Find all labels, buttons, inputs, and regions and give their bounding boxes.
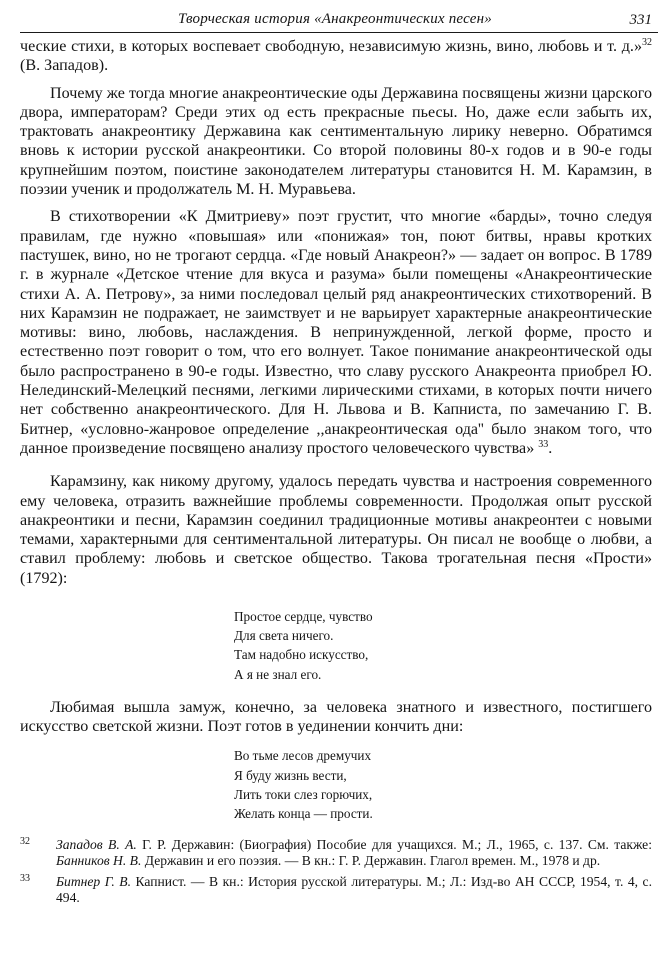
paragraph-5: Любимая вышла замуж, конечно, за человека знатного и известного, постигшего искусство светской жизни. Поэт готов в уединении кончить дни: <box>20 698 652 736</box>
paragraph-3-text: В стихотворении «К Дмитриеву» поэт грустит, что многие «барды», точно следуя правилам, где нужно «повышая» или «понижая» тон, поют битвы, нравы кротких пастушек, вино, но не трогают сердца. «Где новый Анакреон?» — задает он вопрос. В 1789 г. в журнале «Детское чтение для вкуса и разума» были помещены «Анакреонтические стихи А. А. Петрову», за ними последовал целый ряд анакреонтических стихотворений. В них Карамзин не подражает, не заимствует и не варьирует характерные анакреонтические мотивы: вино, любовь, наслаждения. В непринужденной, легкой форме, просто и естественно поэт говорит о том, что его волнует. Такое понимание анакреонтической оды было распространено в 90-е годы. Известно, что славу русского Анакреонта приобрел Ю. Нелединский-Мелецкий песнями, легкими лирическими стихами, в которых почти ничего нет собственно анакреонтического. Для Н. Львова и В. Капниста, по замечанию Г. В. Битнер, «условно-жанровое определение ,,анакреонтическая ода'' было знаком того, что данное произведение посвящено анализу простого человеческого чувства» <box>20 208 652 457</box>
footnote-author: Банников Н. В. <box>56 853 142 869</box>
footnotes <box>20 837 652 906</box>
footnote-author: Западов В. А. <box>56 837 137 853</box>
poem-line: Для света ничего. <box>234 628 334 644</box>
poem-line: Желать конца — прости. <box>234 806 373 822</box>
footnote-ref-33[interactable]: 33 <box>538 438 549 450</box>
footnote-author: Битнер Г. В. <box>56 873 132 889</box>
footnote-text: Г. Р. Державин: (Биография) Пособие для учащихся. М.; Л., 1965, с. 137. См. также: <box>136 837 652 853</box>
header-rule <box>20 32 658 33</box>
paragraph-2: Почему же тогда многие анакреонтические оды Державина посвящены жизни царского двора, императорам? Среди этих од есть прекрасные пьесы. Но, даже если забыть их, трактовать анакреонтику Державина как сентиментальную лирику неверно. Обратимся вновь к истории русской анакреонтики. Со второй половины 80-х годов и в 90-е годы крупнейшим поэтом, поистине законодателем литературы становится Н. М. Карамзин, в поэзии ученик и продолжатель М. Н. Муравьева. <box>20 84 652 199</box>
main-text <box>20 37 652 910</box>
paragraph-1-tail: (В. Западов). <box>20 57 109 75</box>
poem-stanza-1 <box>234 607 652 684</box>
footnote-number: 32 <box>20 836 30 848</box>
poem-line: Лить токи слез горючих, <box>234 786 373 802</box>
footnote-text: Державин и его поэзия. — В кн.: Г. Р. Державин. Глагол времен. М., 1978 и др. <box>141 853 601 869</box>
running-header <box>20 8 658 34</box>
poem-line: Во тьме лесов дремучих <box>234 748 372 764</box>
poem-stanza-2 <box>234 746 652 823</box>
running-title: Творческая история «Анакреонтических песен» <box>178 11 492 27</box>
footnote-32 <box>20 837 652 869</box>
paragraph-3: В стихотворении «К Дмитриеву» поэт грустит, что многие «барды», точно следуя правилам, где нужно «повышая» или «понижая» тон, поют битвы, нравы кротких пастушек, вино, но не трогают сердца. «Где новый Анакреон?» — задает он вопрос. В 1789 г. в журнале «Детское чтение для вкуса и разума» были помещены «Анакреонтические стихи А. А. Петрову», за ними последовал целый ряд анакреонтических стихотворений. В них Карамзин не подражает, не заимствует и не варьирует характерные анакреонтические мотивы: вино, любовь, наслаждения. В непринужденной, легкой форме, просто и естественно поэт говорит о том, что его волнует. Такое понимание анакреонтической оды было распространено в 90-е годы. Известно, что славу русского Анакреонта приобрел Ю. Нелединский-Мелецкий песнями, легкими лирическими стихами, в которых почти ничего нет собственно анакреонтического. Для Н. Львова и В. Капниста, по замечанию Г. В. Битнер, «условно-жанровое определение ,,анакреонтическая ода'' было знаком того, что данное произведение посвящено анализу простого человеческого чувства» $^{33}$. <box>20 208 652 457</box>
poem-line: Простое сердце, чувство <box>234 609 373 625</box>
poem-line: А я не знал его. <box>234 666 322 682</box>
paragraph-4: Карамзину, как никому другому, удалось передать чувства и настроения современного ему человека, отразить важнейшие проблемы современности. Продолжая опыт русской анакреонтики и песни, Карамзин соединил традиционные мотивы анакреонтеи с новыми темами, характерными для сентиментальной литературы. Он писал не вообще о любви, а ставил проблему: любовь и светское общество. Такова трогательная песня «Прости» (1792): <box>20 473 652 587</box>
paragraph-1 <box>20 37 652 76</box>
footnote-text: Капнист. — В кн.: История русской литературы. М.; Л.: Изд-во АН СССР, 1954, т. 4, с. 494. <box>56 873 652 905</box>
footnote-ref-32[interactable]: 32 <box>642 37 652 48</box>
footnote-number: 33 <box>20 872 30 884</box>
paragraph-1-text: ческие стихи, в которых воспевает свободную, независимую жизнь, вино, любовь и т. д.» <box>20 38 642 55</box>
poem-line: Там надобно искусство, <box>234 647 369 663</box>
page-number: 331 <box>629 12 652 28</box>
poem-line: Я буду жизнь вести, <box>234 767 347 783</box>
footnote-33 <box>20 874 652 906</box>
